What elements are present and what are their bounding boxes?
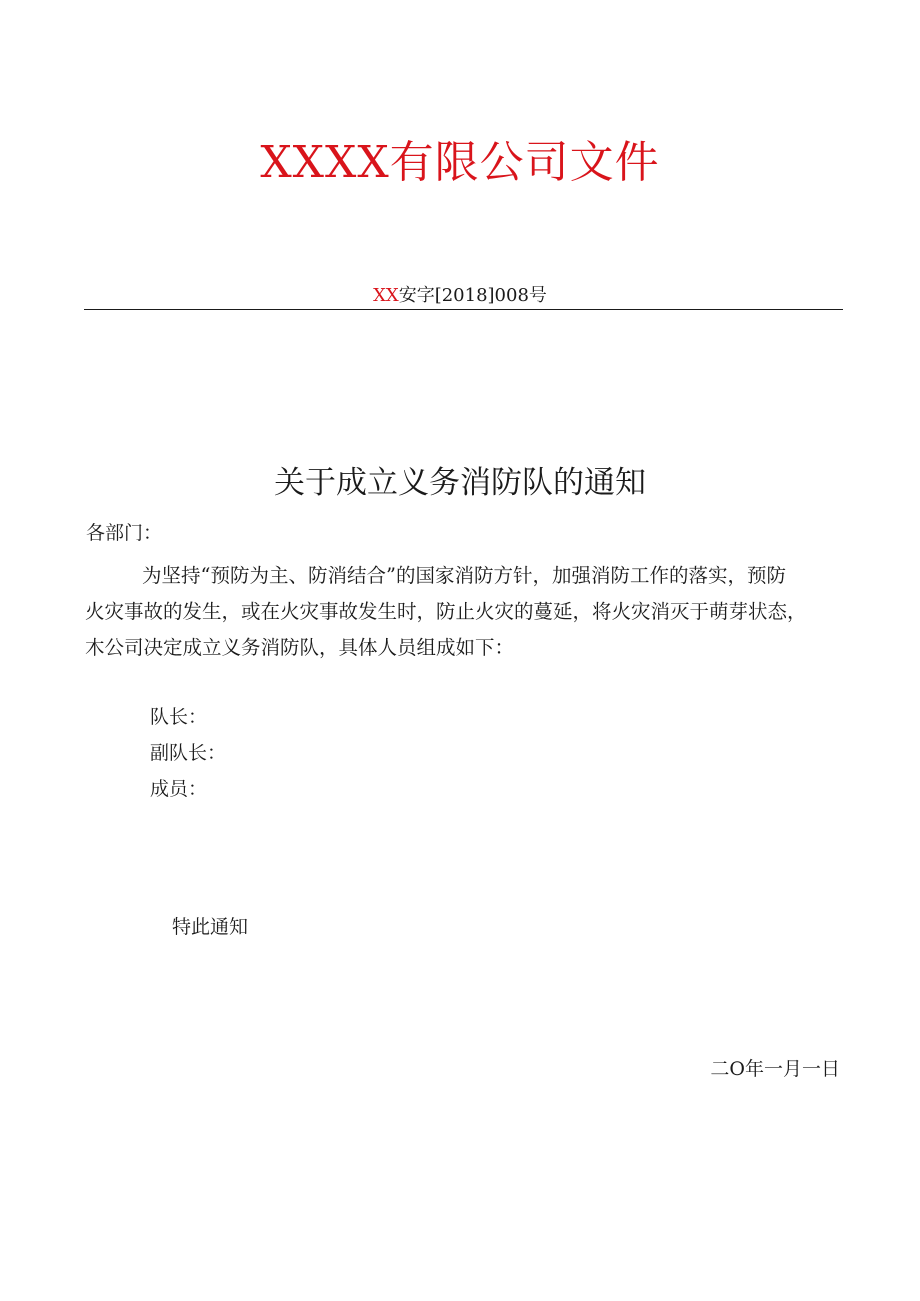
notice-closing: 特此通知 (172, 916, 249, 938)
notice-body-line: 木公司决定成立义务消防队，具体人员组成如下： (85, 636, 515, 659)
document-number (0, 283, 920, 309)
member-members-label: 成员： (150, 778, 208, 800)
member-vice-captain-label: 副队长： (150, 742, 227, 764)
document-number-suffix: 安字[2018]008号 (398, 285, 547, 306)
header-divider (84, 309, 843, 310)
notice-body-line: 火灾事故的发生，或在火灾事故发生时，防止火灾的蔓延，将火灾消灭于萌芽状态， (85, 600, 807, 623)
company-letterhead-title: XXXX有限公司文件 (260, 137, 660, 188)
notice-date: 二O年一月一日 (710, 1058, 840, 1080)
member-captain-label: 队长： (150, 706, 208, 728)
document-number-prefix: XX (373, 285, 399, 306)
notice-title: 关于成立义务消防队的通知 (274, 465, 646, 501)
notice-body-line: 为坚持“预防为主、防消结合”的国家消防方针，加强消防工作的落实，预防 (142, 564, 786, 587)
notice-salutation: 各部门： (86, 522, 163, 544)
